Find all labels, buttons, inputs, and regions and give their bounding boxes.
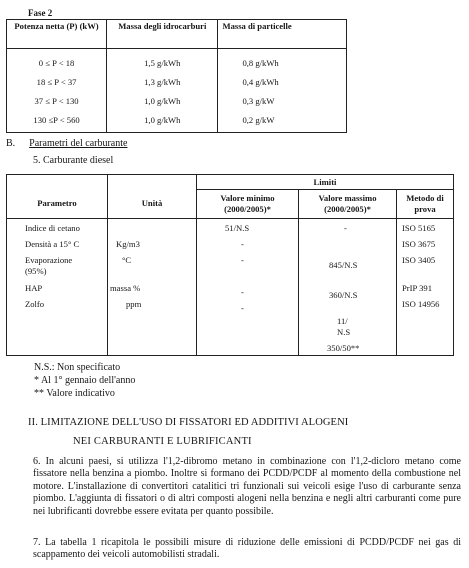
col-header-parametro: Parametro — [7, 190, 108, 219]
fuel-limits-table — [6, 174, 454, 356]
paragraph-6: 6. In alcuni paesi, si utilizza l'1,2-dibromo metano in combinazione con l'1,2-dicloro metano come fissatore nella benzina a piombo. Inoltre si formano dei PCDD/PCDF al momento della combustione nel motore. L'installazione di convertitori catalitici tri funzionali sui veicoli esige l'uso di carburante senza piombo. L'aggiunta di fissatori o di altri composti alogeni nella benzina e negli altri carburanti come pure nei lubrificanti dovrebbe essere evitata per quanto possibile. — [33, 456, 461, 517]
param-zolfo: Zolfo — [25, 299, 45, 309]
cell: 1,3 g/kWh — [107, 72, 218, 91]
cell: 0,3 g/kW — [218, 91, 347, 110]
method-densita: ISO 3675 — [402, 239, 436, 249]
min-zolfo: - — [241, 303, 244, 313]
unit-densita: Kg/m3 — [116, 239, 140, 249]
section-ii-heading: II. LIMITAZIONE DELL'USO DI FISSATORI ED ADDITIVI ALOGENI — [28, 417, 349, 428]
max-densita: 845/N.S — [329, 260, 358, 270]
max-column — [299, 219, 397, 356]
table-row — [7, 72, 347, 91]
unit-hap: massa % — [110, 283, 141, 293]
param-hap: HAP — [25, 283, 43, 293]
min-hap: - — [241, 287, 244, 297]
unit-evaporazione: °C — [122, 255, 132, 265]
param-evaporazione-pct: (95%) — [25, 266, 47, 276]
col-header-max — [299, 190, 397, 219]
cell: 0,8 g/kWh — [218, 49, 347, 73]
table-row — [7, 91, 347, 110]
metodo-column — [397, 219, 454, 356]
max-line2: (2000/2005)* — [324, 204, 371, 214]
min-cetano: 51/N.S — [225, 223, 250, 233]
min-evaporazione: - — [241, 255, 244, 265]
cell: 1,5 g/kWh — [107, 49, 218, 73]
section-ii-heading-line2: NEI CARBURANTI E LUBRIFICANTI — [73, 436, 252, 447]
cell: 0 ≤ P < 18 — [7, 49, 107, 73]
blank-header — [108, 175, 197, 190]
param-cetano: Indice di cetano — [25, 223, 80, 233]
cell: 130 ≤P < 560 — [7, 110, 107, 133]
col-header-particelle: Massa di particelle — [218, 20, 347, 49]
col-header-unita: Unità — [108, 190, 197, 219]
fase-title: Fase 2 — [28, 8, 53, 18]
min-column — [197, 219, 299, 356]
min-densita: - — [241, 239, 244, 249]
col-header-potenza: Potenza netta (P) (kW) — [7, 20, 107, 49]
param-evaporazione: Evaporazione — [25, 255, 73, 265]
parametro-column — [7, 219, 108, 356]
unita-column — [108, 219, 197, 356]
section-b-heading — [6, 138, 127, 149]
section-b-title: Parametri del carburante — [29, 138, 128, 149]
param-densita: Densità a 15° C — [25, 239, 80, 249]
cell: 18 ≤ P < 37 — [7, 72, 107, 91]
limits-header: Limiti — [197, 175, 454, 190]
blank-header — [7, 175, 108, 190]
max-hap-line1: 11/ — [337, 316, 348, 326]
paragraph-7: 7. La tabella 1 ricapitola le possibili misure di riduzione delle emissioni di PCDD/PCDF nei gas di scappamento dei veicoli automobilisti stradali. — [33, 537, 461, 561]
min-line2: (2000/2005)* — [224, 204, 271, 214]
max-hap-line2: N.S — [337, 327, 351, 337]
max-cetano: - — [344, 223, 347, 233]
max-line1: Valore massimo — [318, 193, 377, 203]
method-hap: PrIP 391 — [402, 283, 433, 293]
note-asterisk: * Al 1° gennaio dell'anno — [34, 375, 136, 386]
unit-zolfo: ppm — [126, 299, 142, 309]
method-zolfo: ISO 14956 — [402, 299, 440, 309]
cell: 0,4 g/kWh — [218, 72, 347, 91]
note-double-asterisk: ** Valore indicativo — [34, 388, 115, 399]
emission-limits-table — [6, 19, 347, 133]
cell: 0,2 g/kW — [218, 110, 347, 133]
note-ns: N.S.: Non specificato — [34, 362, 121, 373]
subsection-heading: 5. Carburante diesel — [33, 155, 114, 166]
col-header-metodo: Metodo di prova — [397, 190, 454, 219]
col-header-idrocarburi: Massa degli idrocarburi — [107, 20, 218, 49]
max-zolfo: 350/50** — [327, 343, 360, 353]
cell: 1,0 g/kWh — [107, 110, 218, 133]
table-row — [7, 110, 347, 133]
cell: 37 ≤ P < 130 — [7, 91, 107, 110]
method-cetano: ISO 5165 — [402, 223, 436, 233]
section-b-letter: B. — [6, 138, 16, 149]
method-evaporazione: ISO 3405 — [402, 255, 436, 265]
min-line1: Valore minimo — [220, 193, 275, 203]
max-evaporazione: 360/N.S — [329, 290, 358, 300]
cell: 1,0 g/kWh — [107, 91, 218, 110]
col-header-min — [197, 190, 299, 219]
table-row — [7, 49, 347, 73]
